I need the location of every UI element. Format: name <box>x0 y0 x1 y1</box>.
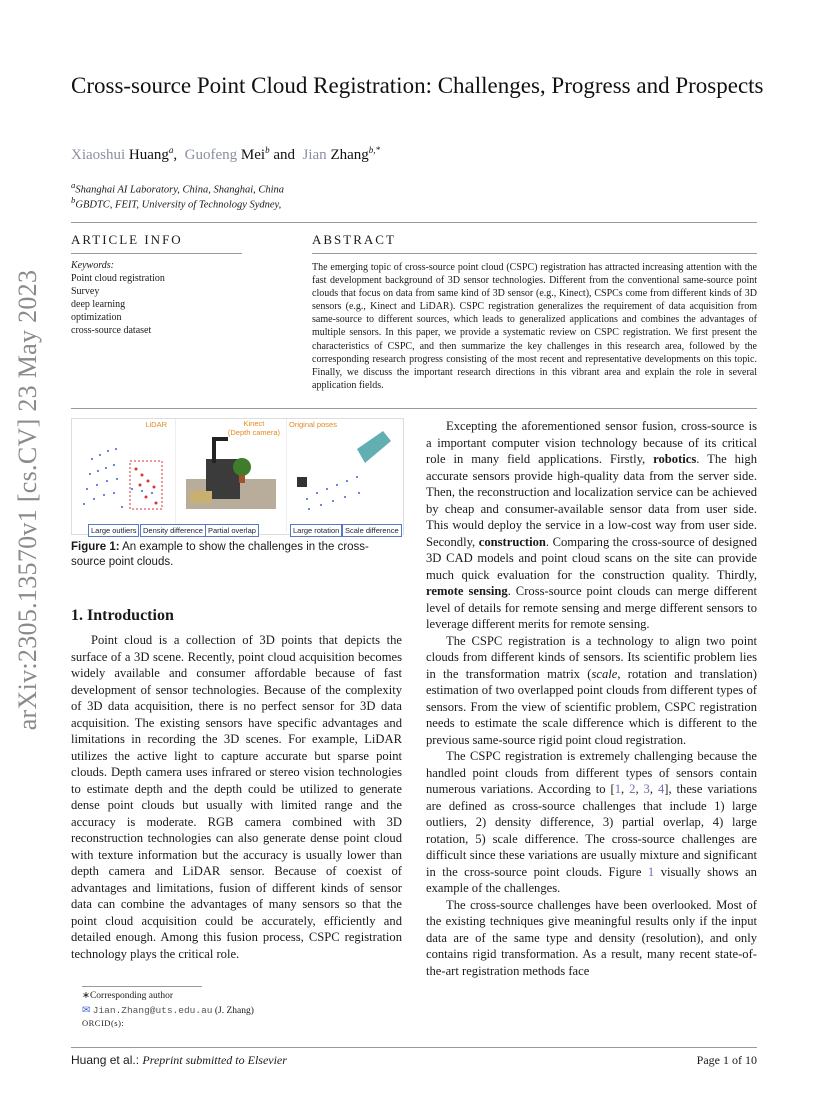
author-last-name: Zhang <box>330 147 369 163</box>
arxiv-side-label: arXiv:2305.13570v1 [cs.CV] 23 May 2023 <box>13 269 42 731</box>
figure-panel-original-poses <box>287 419 403 532</box>
challenge-tag: Density difference <box>140 524 206 537</box>
paragraph-overlooked: The cross-source challenges have been overlooked. Most of the existing techniques give meaningful results only if the input data are of the same type and density (resolution), and only contains rigid transformation. As a result, many recent state-of-the-art registration methods face <box>426 897 757 978</box>
panel-label: Kinect (Depth camera) <box>227 419 280 437</box>
footer-preprint: Preprint submitted to Elsevier <box>142 1053 287 1067</box>
author-sup: a <box>168 145 174 155</box>
paragraph-challenges: The CSPC registration is extremely challenging because the handled point clouds from different types of sensors contain numerous variations. According to [1, 2, 3, 4], these variations are defined as cross-source challenges that include 1) large outliers, 2) density difference, 3) partial overlap, 4) large rotation, 5) scale difference. The cross-source challenges are difficult since these variations are usually mixture and significant in the cross-source point clouds. Figure 1 visually shows an example of the challenges. <box>426 749 758 895</box>
abstract-heading: ABSTRACT <box>312 232 396 247</box>
section-heading-introduction: 1. Introduction <box>71 607 174 624</box>
footer-authors: Huang et al.: <box>71 1053 140 1067</box>
keyword-item: cross-source dataset <box>71 325 152 336</box>
paragraph-sensor-fusion: Excepting the aforementioned sensor fusion, cross-source is a important computer vision technology because of its critical role in many field applications. Firstly, robotics. The high accurate sensors provide high-quality data from the server side. Then, the reconstruction and localization service can be achieved by cheap and consumer-available sensor data from user side. This would deploy the service in a low-cost way from user side. Secondly, construction. Comparing the cross-source of designed 3D CAD models and point cloud scans on the site can provide much quick evaluation for the construction quality. Thirdly, remote sensing. Cross-source point clouds can merge different level of details for remote sensing and merge different sensors to leverage different merits for remote sensing. <box>426 419 758 631</box>
keywords-label: Keywords: <box>71 260 114 271</box>
article-info-rule <box>71 253 242 254</box>
figure-ref-link[interactable]: 1 <box>647 864 655 879</box>
keyword-item: Point cloud registration <box>71 273 165 284</box>
author-first-name: Jian <box>302 147 327 163</box>
figure-caption-label: Figure 1: <box>71 541 120 553</box>
author-last-name: Huang <box>128 147 169 163</box>
lidar-pointcloud-graphic <box>72 419 175 532</box>
keyword-item: deep learning <box>71 299 126 310</box>
author-and: and <box>273 147 296 163</box>
abstract-text: The emerging topic of cross-source point cloud (CSPC) registration has attracted increasing attention with the fast development background of 3D sensor technologies. Different from the conventional same-source point clouds that focus on data from same kind of 3D sensor (e.g., Kinect), CSPCs come from different kinds of 3D sensors (e.g., Kinect and LiDAR). CSPC registration generalizes the requirement of data acquisition from same-source to different sources, which leads to generalized applications and combines the advantages of multiple sensors. In this paper, we provide a systematic review on CSPC registration. We first present the characteristics of CSPC, and then summarize the key challenges in this research area, followed by the corresponding research progress consisting of the most recent and representative developments on this topic. Finally, we discuss the important research directions in this vibrant area and explain the role in several application fields. <box>312 262 757 391</box>
author-sup: b,* <box>368 145 381 155</box>
panel-label: LiDAR <box>145 420 167 429</box>
email-icon: ✉ <box>82 1005 91 1016</box>
figure-caption-text: An example to show the challenges in the cross-source point clouds. <box>71 541 369 568</box>
footnote-email-line <box>82 1004 254 1018</box>
footnote-orcid: ORCID(s): <box>82 1018 125 1028</box>
author-last-name: Mei <box>240 147 266 163</box>
author-sep: , <box>173 147 178 163</box>
citation-link[interactable]: 2 <box>629 782 636 796</box>
email-suffix: (J. Zhang) <box>214 1006 254 1016</box>
original-poses-graphic <box>287 419 403 532</box>
paragraph-cspc-definition: The CSPC registration is a technology to align two point clouds from different kinds of sensors. Its scientific problem lies in the transformation matrix (scale, rotation and translation) estimation of two overlapped point clouds from different types of sensors. From the view of scientific problem, CSPC registration needs to estimate the scale difference which is different to the previous same-source rigid point cloud registration. <box>426 633 757 747</box>
author-first-name: Xiaoshui <box>71 147 126 163</box>
affiliation-text: GBDTC, FEIT, University of Technology Sydney, <box>75 199 282 211</box>
affiliation-text: Shanghai AI Laboratory, China, Shanghai, China <box>75 184 285 196</box>
paper-title: Cross-source Point Cloud Registration: Challenges, Progress and Prospects <box>71 73 764 98</box>
challenge-tag: Scale difference <box>342 524 402 537</box>
challenge-tag: Partial overlap <box>205 524 259 537</box>
figure-1 <box>71 418 404 535</box>
abstract-rule <box>312 253 757 254</box>
figure-panel-kinect <box>176 419 287 532</box>
citation-link[interactable]: 3 <box>643 782 650 796</box>
author-line <box>71 145 380 164</box>
article-info-heading: ARTICLE INFO <box>71 232 183 247</box>
right-column <box>426 418 757 979</box>
keyword-item: Survey <box>71 286 100 297</box>
footer-left <box>71 1053 287 1068</box>
figure-caption <box>71 540 402 570</box>
email-link[interactable]: Jian.Zhang@uts.edu.au <box>92 1005 213 1016</box>
citation-link[interactable]: 4 <box>657 782 665 796</box>
challenge-tag: Large outliers <box>88 524 139 537</box>
author-first-name: Guofeng <box>184 147 238 163</box>
affiliation <box>71 180 284 196</box>
intro-paragraph <box>71 632 402 962</box>
citation-link[interactable]: 1 <box>614 782 622 796</box>
affiliation-sup: b <box>71 195 76 205</box>
abstract-divider <box>71 408 757 409</box>
affiliation <box>71 195 281 211</box>
challenge-tag: Large rotation <box>290 524 342 537</box>
figure-panel-lidar <box>72 419 176 532</box>
footer-rule <box>71 1047 757 1048</box>
panel-label: Original poses <box>289 420 337 429</box>
header-divider <box>71 222 757 223</box>
keyword-item: optimization <box>71 312 122 323</box>
affiliation-sup: a <box>71 180 76 190</box>
intro-paragraph-1: Point cloud is a collection of 3D points that depicts the surface of a 3D scene. Recently, point cloud acquisition becomes widely available and consumer affordable because of fast development of sensor technologies. Because of the complexity of 3D data acquisition, there is no perfect sensor for 3D data acquisition. The existing sensors have specific advantages and limitations in recording the 3D scenes. For example, LiDAR utilizes the active light to capture accurate but sparse point clouds. Depth camera uses infrared or stereo vision technologies to estimate depth and the depth could be utilized to generate dense point clouds but usually with limited range and the accuracy is moderate. RGB camera combined with 3D reconstruction technologies can also generate dense point cloud with texture information but the accuracy is usually lower than depth camera and LiDAR sensor. Because of coexist of advantages and limitations, fusion of different kinds of sensor data can combine the advantages of many sensors so that the point cloud acquisition could be accurately, efficiently and detailed enough. Among this fusion process, CSPC registration technology plays the critical role. <box>71 633 402 961</box>
footnote-rule <box>82 986 202 987</box>
author-sup: b <box>265 145 270 155</box>
footnote-corresponding: ∗Corresponding author <box>82 991 174 1001</box>
page-number: Page 1 of 10 <box>696 1053 757 1067</box>
